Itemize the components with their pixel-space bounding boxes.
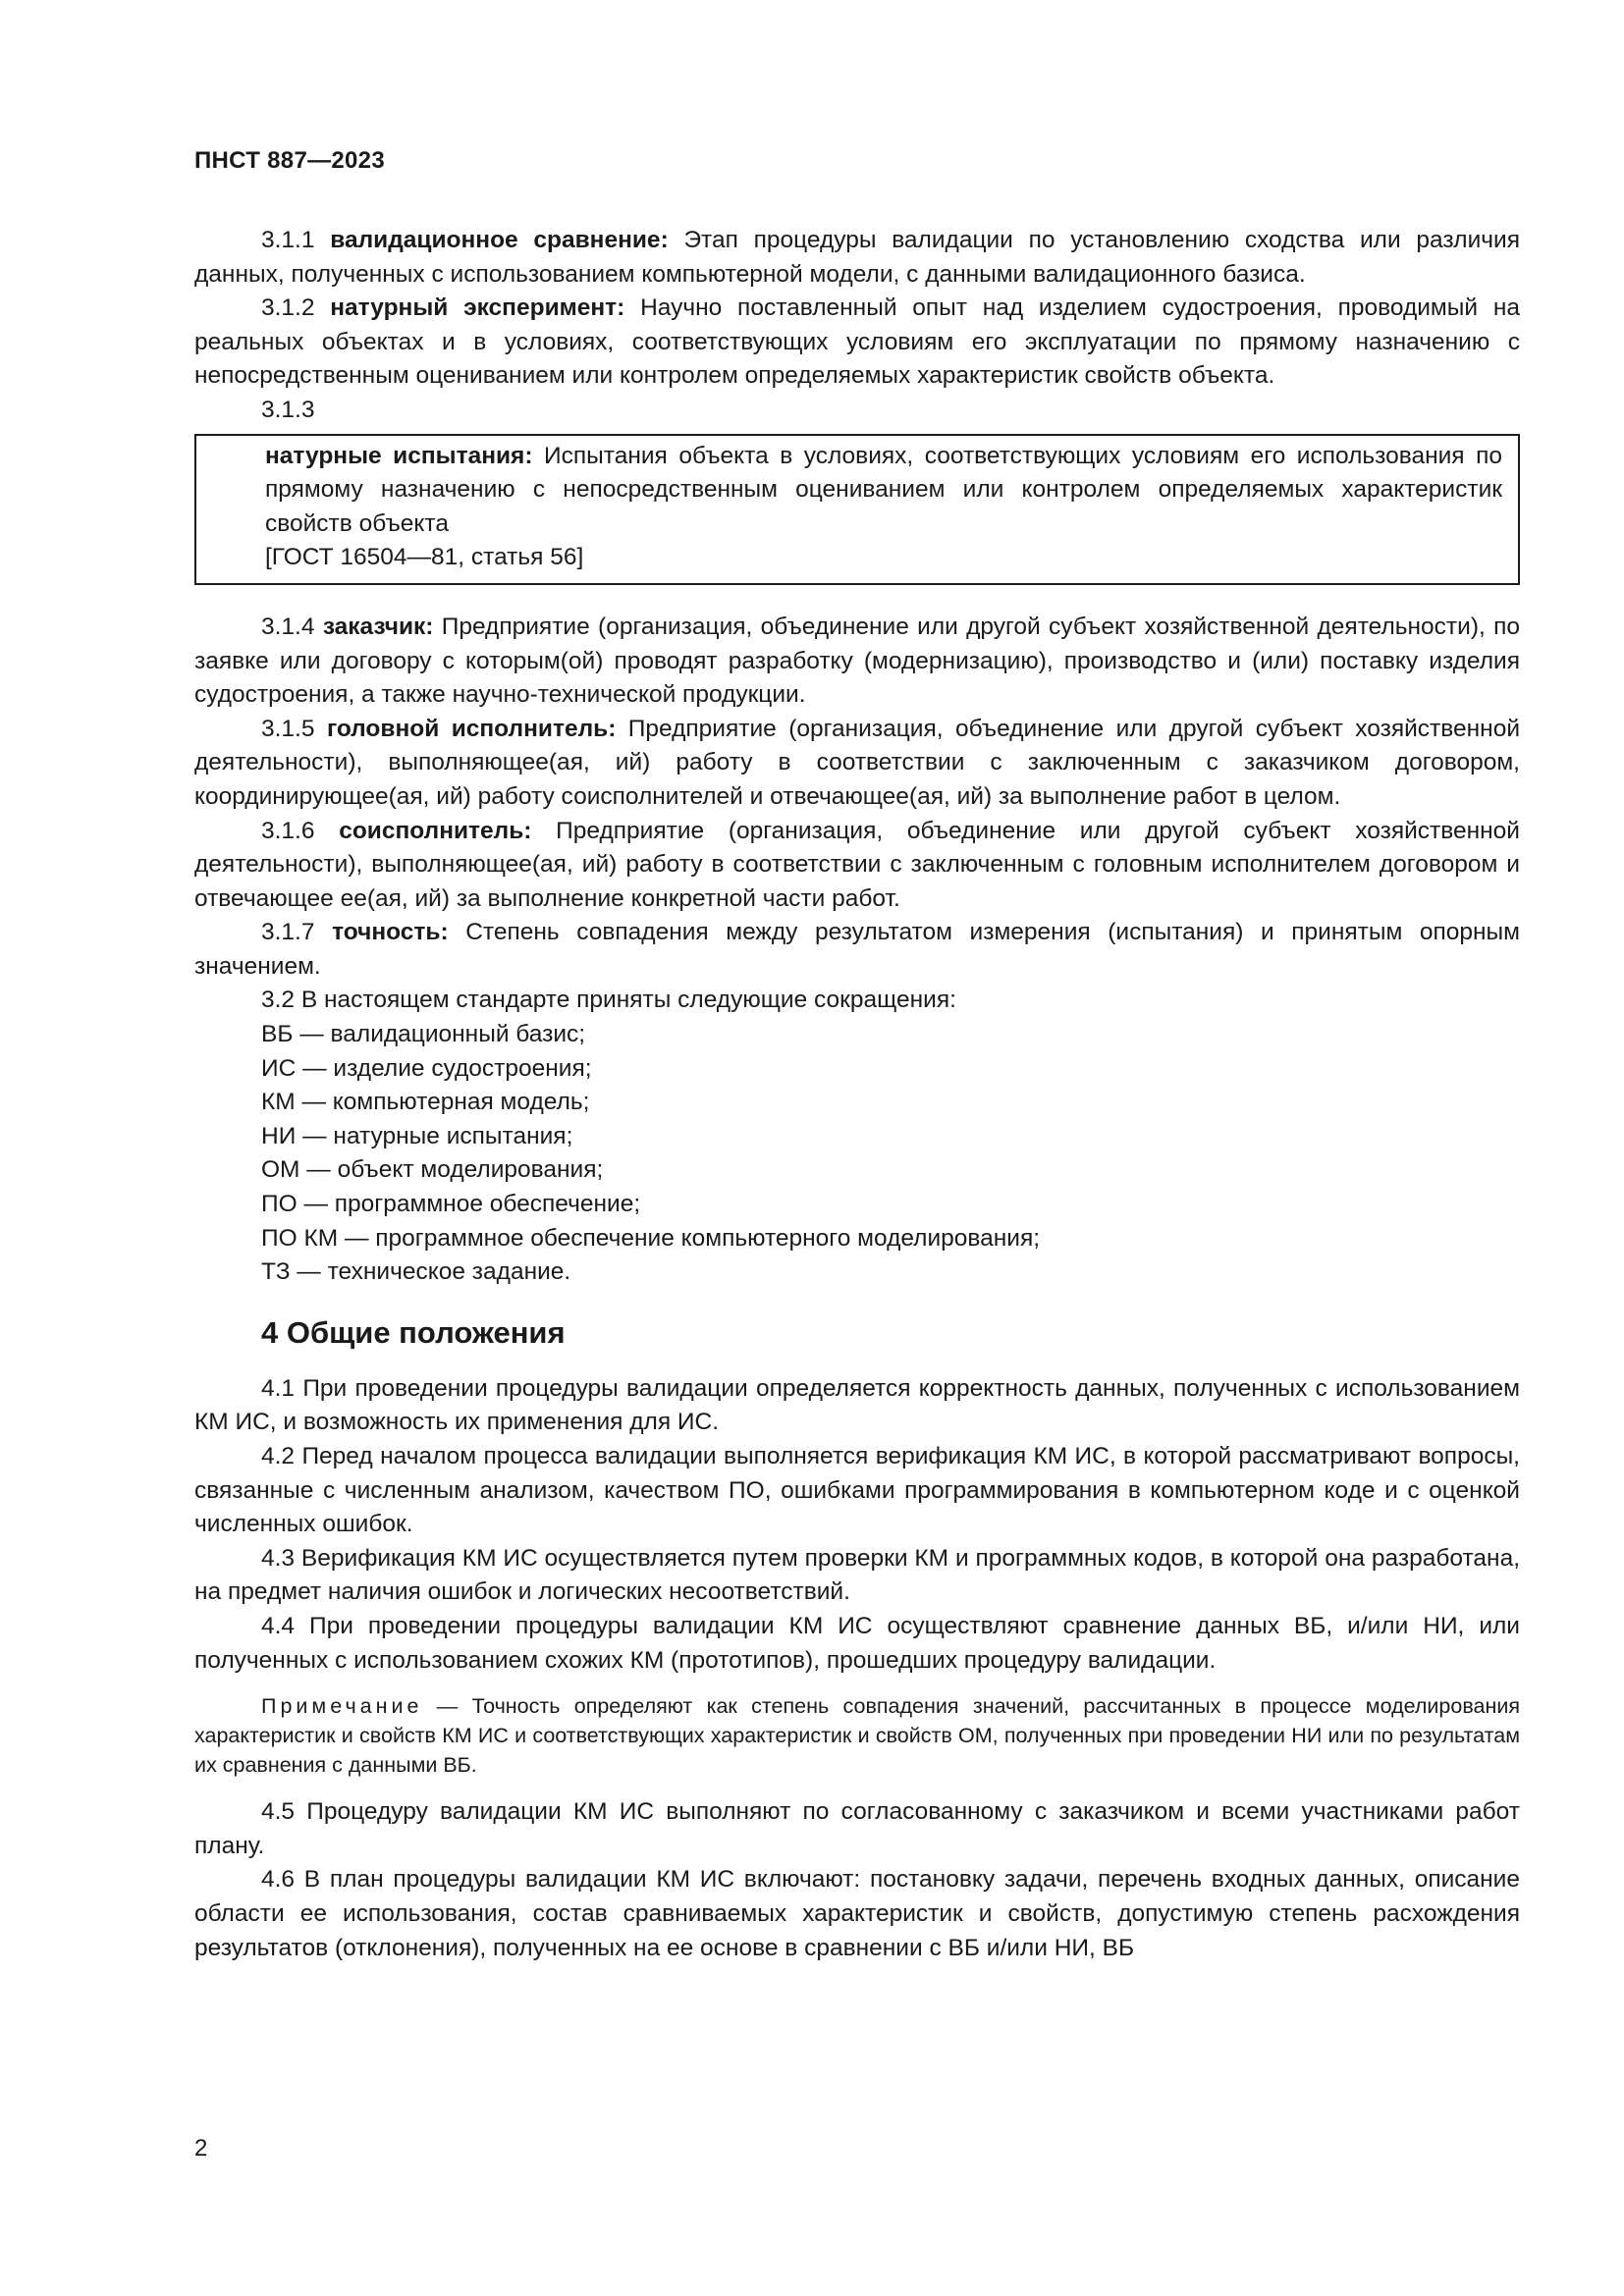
definition-3-1-1 — [194, 224, 1520, 292]
definition-3-1-2 — [194, 292, 1520, 394]
abbreviation-item: НИ — натурные испытания; — [261, 1122, 573, 1149]
definition-number: 3.1.2 — [261, 294, 315, 322]
definition-term: головной исполнитель: — [326, 715, 617, 742]
note-label: Примечание — [261, 1694, 423, 1719]
definition-3-1-6 — [194, 815, 1520, 917]
definition-term: заказчик: — [322, 613, 434, 640]
page-number: 2 — [194, 2135, 208, 2162]
clause-4-1: 4.1 При проведении процедуры валидации определяется корректность данных, полученных с использованием КМ ИС, и возможность их применения для ИС. — [194, 1374, 1520, 1436]
definition-3-1-5 — [194, 713, 1520, 815]
definition-number: 3.1.6 — [261, 817, 315, 844]
definition-source-reference: [ГОСТ 16504—81, статья 56] — [265, 544, 584, 571]
abbreviation-item: ТЗ — техническое задание. — [261, 1258, 571, 1286]
definition-number: 3.1.4 — [261, 613, 315, 640]
quoted-definition-box — [194, 434, 1520, 585]
clause-4-4: 4.4 При проведении процедуры валидации КМ ИС осуществляют сравнение данных ВБ, и/или НИ, или полученных с использованием схожих КМ (прототипов), прошедших процедуру валидации. — [194, 1612, 1520, 1674]
clause-4-3: 4.3 Верификация КМ ИС осуществляется путем проверки КМ и программных кодов, в которой она разработана, на предмет наличия ошибок и логических несоответствий. — [194, 1544, 1520, 1606]
section-heading: 4 Общие положения — [261, 1314, 566, 1350]
definition-text: Испытания объекта в условиях, соответствующих условиям его использования по прямому назначению с непосредственным оцениванием или контролем определяемых характеристик свойств объекта — [265, 442, 1502, 537]
abbreviations-intro: 3.2 В настоящем стандарте приняты следующие сокращения: — [261, 987, 956, 1014]
definition-text: Предприятие (организация, объединение или другой субъект хозяйственной деятельности), по заявке или договору с которым(ой) проводят разработку (модернизацию), производство и (или) поставку изделия судостроения, а также научно-технической продукции. — [194, 613, 1520, 709]
definition-3-1-3-number: 3.1.3 — [261, 396, 315, 423]
definition-number: 3.1.1 — [261, 227, 315, 253]
abbreviation-item: ВБ — валидационный базис; — [261, 1021, 586, 1048]
definition-text: Предприятие (организация, объединение или другой субъект хозяйственной деятельности), выполняющее(ая, ий) работу в соответствии с заключенным с заказчиком договором, координирующее(ая, ий) работу соисполнителей и отвечающее(ая, ий) за выполнение работ в целом. — [194, 715, 1521, 810]
abbreviation-item: ПО — программное обеспечение; — [261, 1191, 641, 1218]
definition-number: 3.1.5 — [261, 715, 315, 742]
clause-4-6: 4.6 В план процедуры валидации КМ ИС включают: постановку задачи, перечень входных данных, описание области ее использования, состав сравниваемых характеристик и свойств, допустимую степень расхождения результатов (отклонения), полученных на ее основе в сравнении с ВБ и/или НИ, ВБ — [194, 1866, 1520, 1961]
page-content — [194, 224, 1520, 1965]
abbreviation-item: ОМ — объект моделирования; — [261, 1156, 604, 1184]
definition-3-1-3 — [265, 440, 1502, 542]
clause-4-2: 4.2 Перед началом процесса валидации выполняется верификация КМ ИС, в которой рассматривают вопросы, связанные с численным анализом, качеством ПО, ошибками программирования в компьютерном коде и с оценкой численных ошибок. — [194, 1443, 1520, 1538]
note — [194, 1691, 1520, 1780]
note-text: — Точность определяют как степень совпадения значений, рассчитанных в процессе моделирования характеристик и свойств КМ ИС и соответствующих характеристик и свойств ОМ, полученных при проведении НИ или по результатам их сравнения с данными ВБ. — [194, 1694, 1520, 1778]
definition-text: Степень совпадения между результатом измерения (испытания) и принятым опорным значением. — [194, 919, 1520, 980]
definition-term: точность: — [332, 919, 449, 946]
definition-term: валидационное сравнение: — [330, 227, 669, 253]
abbreviation-item: ИС — изделие судостроения; — [261, 1054, 592, 1082]
definition-3-1-4 — [194, 611, 1520, 713]
clause-4-5: 4.5 Процедуру валидации КМ ИС выполняют по согласованному с заказчиком и всеми участниками работ плану. — [194, 1798, 1520, 1859]
definition-number: 3.1.7 — [261, 919, 315, 946]
definition-term: натурный эксперимент: — [330, 294, 625, 322]
abbreviation-item: КМ — компьютерная модель; — [261, 1089, 590, 1116]
document-code-header: ПНСТ 887—2023 — [194, 147, 385, 174]
definition-text: Этап процедуры валидации по установлению сходства или различия данных, полученных с использованием компьютерной модели, с данными валидационного базиса. — [194, 227, 1520, 288]
definition-term: соисполнитель: — [339, 817, 532, 844]
definition-3-1-7 — [194, 916, 1520, 984]
definition-text: Научно поставленный опыт над изделием судостроения, проводимый на реальных объектах и в условиях, соответствующих условиям его эксплуатации по прямому назначению с непосредственным оцениванием или контролем определяемых характеристик свойств объекта. — [194, 294, 1520, 390]
definition-term: натурные испытания: — [265, 442, 533, 469]
abbreviation-item: ПО КМ — программное обеспечение компьютерного моделирования; — [261, 1224, 1041, 1252]
definition-text: Предприятие (организация, объединение или другой субъект хозяйственной деятельности), выполняющее(ая, ий) работу в соответствии с заключенным с головным исполнителем договором и отвечающее ее(ая, ий) за выполнение конкретной части работ. — [194, 817, 1520, 912]
